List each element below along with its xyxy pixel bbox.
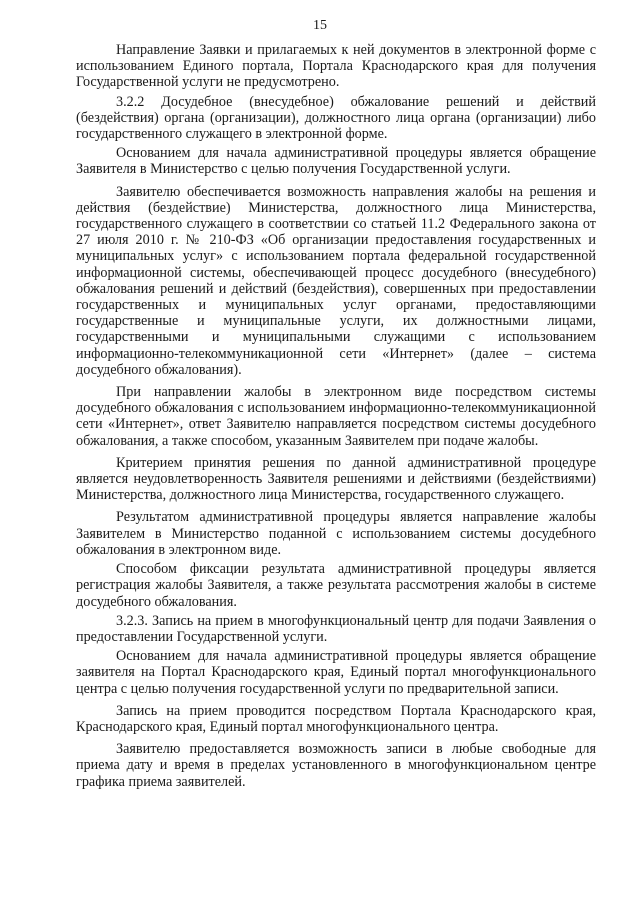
paragraph-basis: Основанием для начала административной процедуры является обращение Заявителя в Министерство с целью получения Государственной услуги. — [76, 145, 596, 178]
page-number: 15 — [313, 18, 327, 33]
paragraph-complaint-right: Заявителю обеспечивается возможность направления жалобы на решения и действия (бездействие) Министерства, должностного лица Министерства, государственного служащего в соответствии со статьей 11.2 Федерального закона от 27 июля 2010 г. № 210-ФЗ «Об организации предоставления государственных и муниципальных услуг» с использованием портала федеральной государственной информационной системы, обеспечивающей процесс досудебного (внесудебного) обжалования решений и действий (бездействия), совершенных при предоставлении государственных и муниципальных услуг органами, предоставляющими государственные и муниципальные услуги, их должностными лицами, государственными и муниципальными служащими с использованием информационно-телекоммуникационной сети «Интернет» (далее – система досудебного обжалования). — [76, 183, 596, 378]
section-heading-3-2-3: 3.2.3. Запись на прием в многофункциональный центр для подачи Заявления о предоставлении Государственной услуги. — [76, 612, 596, 645]
paragraph-electronic-complaint: При направлении жалобы в электронном виде посредством системы досудебного обжалования с использованием информационно-телекоммуникационной сети «Интернет», ответ Заявителю направляется посредством системы досудебного обжалования, а также способом, указанным Заявителем при подаче жалобы. — [76, 384, 596, 449]
paragraph-appointment-method: Запись на прием проводится посредством Портала Краснодарского края, Краснодарского края, Единый портал многофункционального центра. — [76, 702, 596, 735]
paragraph-decision-criterion: Критерием принятия решения по данной административной процедуре является неудовлетворенность Заявителя решениями и действиями (бездействиями) Министерства, должностного лица Министерства, государственного служащего. — [76, 454, 596, 504]
paragraph-procedure-result: Результатом административной процедуры является направление жалобы Заявителем в Министерство поданной с использованием системы досудебного обжалования в электронном виде. — [76, 509, 596, 558]
paragraph-appointment-slots: Заявителю предоставляется возможность записи в любые свободные для приема дату и время в пределах установленного в многофункциональном центре графика приема заявителей. — [76, 741, 596, 790]
section-heading-3-2-2: 3.2.2 Досудебное (внесудебное) обжалование решений и действий (бездействия) органа (организации), должностного лица органа (организации) либо государственного служащего в электронной форме. — [76, 93, 596, 143]
paragraph-portal-submission: Направление Заявки и прилагаемых к ней документов в электронной форме с использованием Единого портала, Портала Краснодарского края для получения Государственной услуги не предусмотрено. — [76, 42, 596, 91]
page-body — [76, 42, 596, 790]
paragraph-appointment-basis: Основанием для начала административной процедуры является обращение заявителя на Портал Краснодарского края, Единый портал многофункционального центра с целью получения государственной услуги по предварительной записи. — [76, 648, 596, 697]
paragraph-result-fixation: Способом фиксации результата административной процедуры является регистрация жалобы Заявителя, а также результата рассмотрения жалобы в системе досудебного обжалования. — [76, 561, 596, 610]
